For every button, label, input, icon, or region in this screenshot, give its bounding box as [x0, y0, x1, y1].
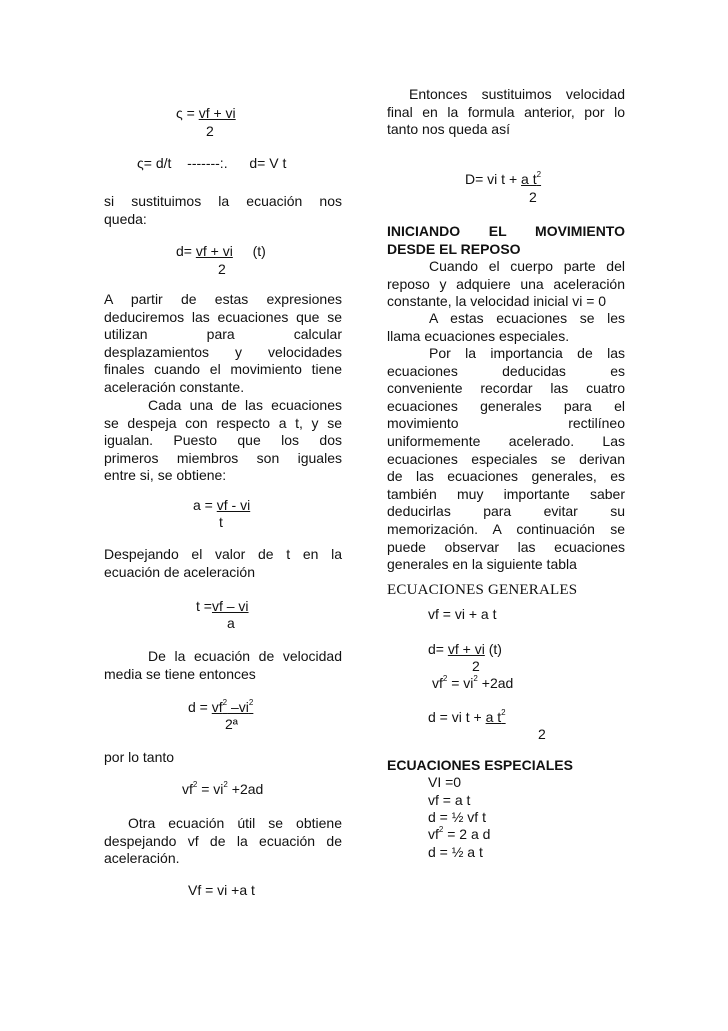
equation-term: a t — [485, 709, 502, 725]
text-line: media se tiene entonces — [104, 665, 256, 682]
heading-line: INICIANDO EL MOVIMIENTO — [387, 223, 625, 239]
equation-displacement-squared — [188, 699, 253, 717]
text-line: Por la importancia de las — [429, 345, 625, 361]
equation-denominator: a — [227, 615, 235, 631]
equation-denominator: 2 — [529, 189, 537, 205]
equation-denominator: 2 — [472, 658, 480, 674]
equation-special: d = ½ vf t — [428, 809, 486, 825]
equation-lhs: t = — [196, 598, 212, 614]
equation-numerator: vf + vi — [195, 243, 233, 259]
equation-final-velocity: Vf = vi +a t — [188, 882, 255, 898]
text-line: deducirlas para evitar su — [387, 503, 625, 520]
equation-lhs: d = — [188, 699, 212, 715]
text-line: Otra ecuación útil se obtiene — [128, 815, 342, 831]
equation-special — [428, 826, 490, 844]
text-line: A estas ecuaciones se les — [429, 310, 625, 326]
equation-factor: (t) — [252, 243, 266, 259]
text-line: A partir de estas expresiones — [104, 291, 342, 307]
equation-time — [193, 497, 250, 515]
text-line: ecuaciones deducidas es — [387, 362, 625, 379]
equation-displacement-time — [465, 171, 541, 189]
exponent: 2 — [222, 698, 228, 708]
text-line: constante, la velocidad inicial vi = 0 — [387, 293, 607, 310]
text-line: de las ecuaciones generales, es — [387, 468, 625, 485]
text-line: igualan. Puesto que los dos — [104, 432, 342, 449]
equation-denominator: t — [219, 514, 223, 530]
equation-denominator: 2ª — [225, 716, 238, 732]
equation-lhs: d= — [176, 243, 196, 259]
section-heading: ECUACIONES ESPECIALES — [387, 757, 573, 773]
equation-time-solved — [196, 598, 249, 616]
text-line: utilizan para calcular — [104, 326, 342, 343]
equation-lhs: d= — [428, 641, 448, 657]
equation-factor: (t) — [484, 641, 502, 657]
text-line: se despeja con respecto a t, y se — [104, 414, 342, 431]
section-heading — [387, 223, 625, 258]
equation-denominator: 2 — [206, 123, 214, 139]
heading-line: DESDE EL REPOSO — [387, 240, 521, 257]
text-line: Cuando el cuerpo parte del — [429, 258, 625, 274]
exponent: 2 — [248, 698, 254, 708]
equation-numerator — [521, 171, 541, 187]
exponent: 2 — [192, 780, 198, 790]
equation-term: +2ad — [477, 675, 514, 691]
text-line: entre si, se obtiene: — [104, 467, 227, 484]
equation-part: d= V t — [249, 155, 287, 171]
text-line: también muy importante saber — [387, 485, 625, 502]
equation-numerator — [212, 699, 254, 715]
equation-term: = 2 a d — [443, 826, 491, 842]
equation-denominator: 2 — [218, 261, 226, 277]
equation-velocity-squared — [182, 781, 263, 799]
equation-special: vf = a t — [428, 792, 471, 808]
text-line: queda: — [104, 210, 147, 227]
exponent: 2 — [223, 780, 228, 790]
equation-numerator: vf - vi — [216, 497, 251, 513]
text-line: ecuación de aceleración — [104, 563, 255, 580]
equation-numerator — [486, 709, 506, 725]
paragraph — [104, 546, 342, 581]
equation-general: vf = vi + a t — [428, 606, 497, 622]
paragraph — [104, 815, 342, 868]
paragraph — [387, 310, 625, 345]
equation-numerator: vf – vi — [211, 598, 249, 614]
equation-part: ς= d/t — [137, 155, 172, 171]
equation-term: vf — [211, 699, 223, 715]
text-line: puede observar las ecuaciones — [387, 538, 625, 555]
equation-displacement — [176, 243, 266, 261]
text-line: si sustituimos la ecuación nos — [104, 193, 342, 209]
equation-special: VI =0 — [428, 774, 462, 790]
text-line: desplazamientos y velocidades — [104, 343, 342, 360]
equation-term: vf — [428, 826, 439, 842]
text-line: conveniente recordar las cuatro — [387, 380, 625, 397]
equation-term: a t — [521, 171, 537, 187]
paragraph — [104, 397, 342, 485]
equation-term: D= vi t + — [465, 171, 522, 187]
equation-term: d = vi t + — [428, 709, 486, 725]
equation-general — [428, 709, 506, 727]
equation-denominator: 2 — [538, 726, 546, 742]
paragraph — [387, 258, 625, 311]
equation-term: +2ad — [227, 781, 264, 797]
text-line: generales en la siguiente tabla — [387, 556, 577, 573]
text-line: llama ecuaciones especiales. — [387, 327, 570, 344]
equation-mean-velocity — [137, 155, 286, 173]
exponent: 2 — [442, 674, 448, 684]
text-line: movimiento rectilíneo — [387, 415, 625, 432]
section-heading: ECUACIONES GENERALES — [387, 582, 578, 598]
paragraph — [387, 86, 625, 139]
text-line: primeros miembros son iguales — [104, 449, 342, 466]
exponent: 2 — [473, 674, 478, 684]
equation-lhs: ς = — [176, 105, 199, 121]
text-line: despejando vf de la ecuación de — [104, 832, 342, 849]
equation-general — [432, 675, 513, 693]
exponent: 2 — [501, 708, 506, 718]
text-line: ecuaciones generales para el — [387, 397, 625, 414]
equation-term: = vi — [197, 781, 224, 797]
equation-numerator: vf + vi — [447, 641, 485, 657]
equation-part: -------:. — [187, 155, 228, 171]
text-line: tanto nos queda así — [387, 121, 510, 138]
text-line: reposo y adquiere una aceleración — [387, 275, 625, 292]
equation-special: d = ½ a t — [428, 844, 483, 860]
exponent: 2 — [536, 170, 542, 180]
equation-term: –vi — [227, 699, 249, 715]
text-line: por lo tanto — [104, 749, 175, 765]
text-line: De la ecuación de velocidad — [148, 648, 342, 664]
equation-term: = vi — [447, 675, 474, 691]
text-line: aceleración. — [104, 850, 180, 867]
text-line: Despejando el valor de t en la — [104, 546, 342, 562]
equation-term: vf — [182, 781, 193, 797]
equation-numerator: vf + vi — [198, 105, 236, 121]
equation-average-velocity — [176, 105, 236, 123]
equation-term: vf — [432, 675, 443, 691]
equation-lhs: a = — [193, 497, 217, 513]
paragraph — [104, 291, 342, 397]
text-line: uniformemente acelerado. Las — [387, 432, 625, 449]
equation-general — [428, 641, 502, 659]
text-line: Cada una de las ecuaciones — [148, 397, 342, 413]
text-line: aceleración constante. — [104, 378, 245, 395]
text-line: finales cuando el movimiento tiene — [104, 361, 342, 378]
text-line: ecuaciones especiales se derivan — [387, 450, 625, 467]
paragraph — [104, 648, 342, 683]
text-line: final en la formula anterior, por lo — [387, 103, 625, 120]
paragraph — [104, 193, 342, 228]
text-line: memorización. A continuación se — [387, 520, 625, 537]
exponent: 2 — [438, 825, 444, 835]
text-line: Entonces sustituimos velocidad — [409, 86, 625, 102]
paragraph — [387, 345, 625, 574]
text-line: deduciremos las ecuaciones que se — [104, 308, 342, 325]
